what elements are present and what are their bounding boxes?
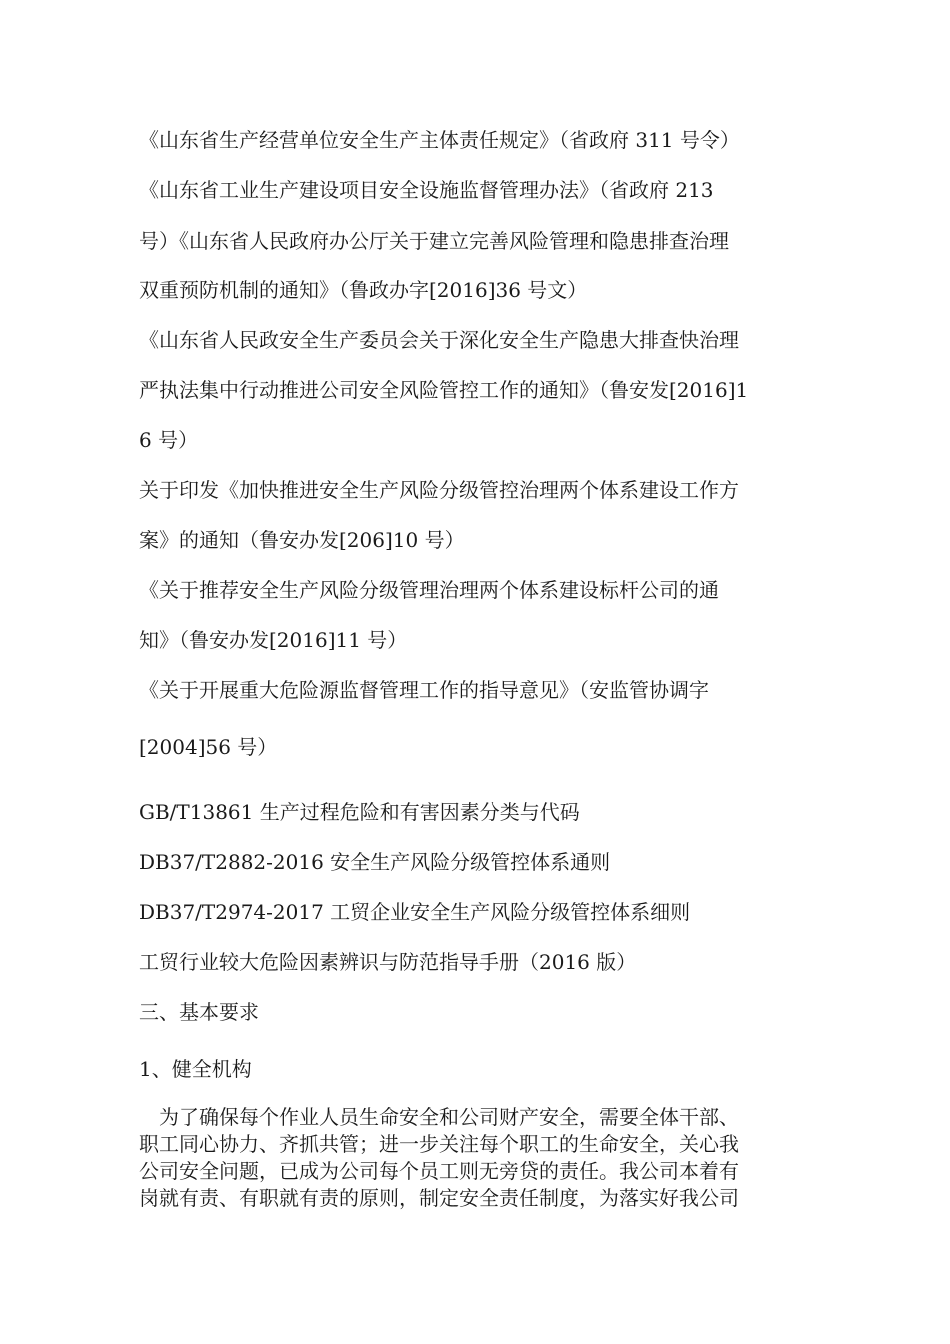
- regulation-line: 《山东省工业生产建设项目安全设施监督管理办法》（省政府 213: [139, 178, 714, 202]
- standard-line: 工贸行业较大危险因素辨识与防范指导手册（2016 版）: [139, 950, 637, 974]
- standard-line: DB37/T2882-2016 安全生产风险分级管控体系通则: [139, 850, 611, 874]
- section-heading: 三、基本要求: [139, 1000, 259, 1024]
- regulation-line: 双重预防机制的通知》（鲁政办字[2016]36 号文）: [139, 278, 588, 302]
- subsection-heading: 1、健全机构: [139, 1057, 252, 1081]
- regulation-line: 知》（鲁安办发[2016]11 号）: [139, 628, 408, 652]
- body-line: 职工同心协力、齐抓共管；进一步关注每个职工的生命安全，关心我: [139, 1132, 739, 1156]
- regulation-line: 《关于开展重大危险源监督管理工作的指导意见》（安监管协调字: [139, 678, 709, 702]
- regulation-line: 6 号）: [139, 428, 199, 452]
- regulation-line: 《山东省生产经营单位安全生产主体责任规定》（省政府 311 号令）: [139, 128, 740, 152]
- body-line: 岗就有责、有职就有责的原则，制定安全责任制度，为落实好我公司: [139, 1186, 739, 1210]
- body-paragraph: [139, 1104, 819, 1212]
- regulation-line: 号）《山东省人民政府办公厅关于建立完善风险管理和隐患排查治理: [139, 229, 729, 253]
- regulation-line: 《山东省人民政安全生产委员会关于深化安全生产隐患大排查快治理: [139, 328, 739, 352]
- regulation-line: 《关于推荐安全生产风险分级管理治理两个体系建设标杆公司的通: [139, 578, 719, 602]
- body-line: 公司安全问题，已成为公司每个员工则无旁贷的责任。我公司本着有: [139, 1159, 739, 1183]
- regulation-line: 关于印发《加快推进安全生产风险分级管控治理两个体系建设工作方: [139, 478, 739, 502]
- standard-line: DB37/T2974-2017 工贸企业安全生产风险分级管控体系细则: [139, 900, 691, 924]
- body-line: 为了确保每个作业人员生命安全和公司财产安全，需要全体干部、: [159, 1105, 739, 1129]
- regulation-line: 案》的通知（鲁安办发[206]10 号）: [139, 528, 465, 552]
- standard-line: GB/T13861 生产过程危险和有害因素分类与代码: [139, 800, 580, 824]
- regulation-line: [2004]56 号）: [139, 735, 278, 759]
- regulation-line: 严执法集中行动推进公司安全风险管控工作的通知》（鲁安发[2016]1: [139, 378, 749, 402]
